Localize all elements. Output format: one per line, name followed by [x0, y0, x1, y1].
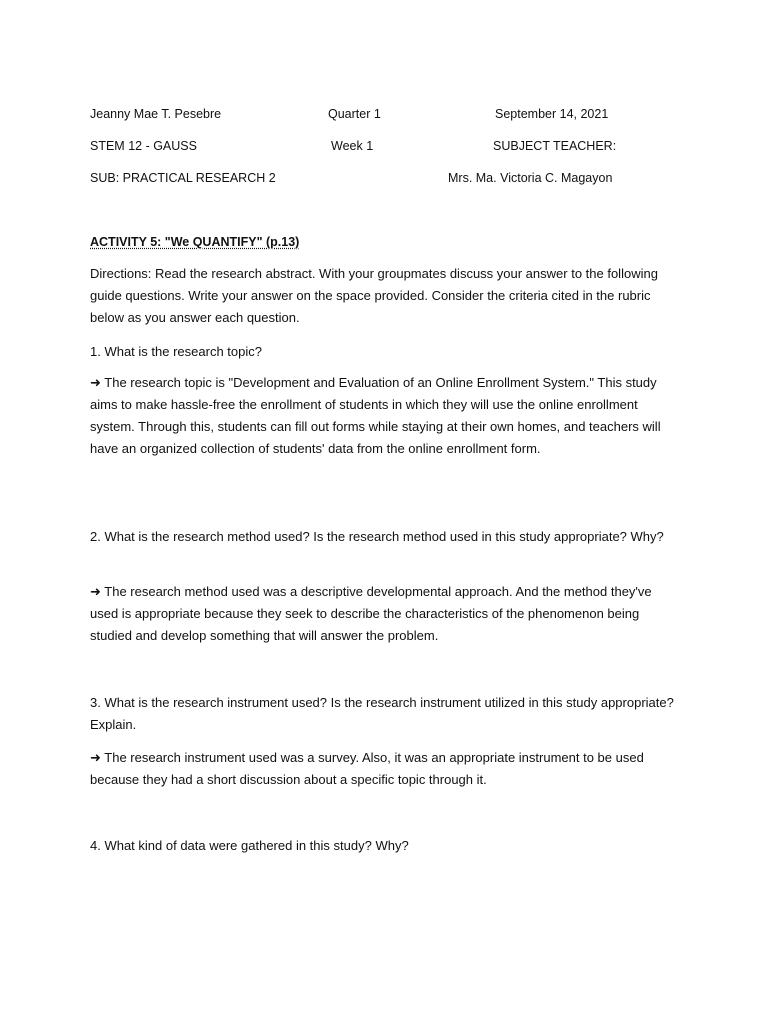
date-label: September 14, 2021	[495, 107, 609, 121]
quarter-label: Quarter 1	[328, 107, 381, 121]
question-2: 2. What is the research method used? Is the research method used in this study appropriate? Why?	[90, 529, 664, 544]
week-label: Week 1	[331, 139, 374, 153]
section-label: STEM 12 - GAUSS	[90, 139, 197, 153]
answer-1: ➜ The research topic is "Development and Evaluation of an Online Enrollment System." This study aims to make hassle-free the enrollment of students in which they will use the online enrollment system. Through this, students can fill out forms while staying at their own homes, and teachers will have an organized collection of students' data from the online enrollment form.	[90, 375, 661, 456]
teacher-name: Mrs. Ma. Victoria C. Magayon	[448, 171, 613, 185]
answer-3: ➜ The research instrument used was a survey. Also, it was an appropriate instrument to be used because they had a short discussion about a specific topic through it.	[90, 750, 644, 787]
subject-teacher-label: SUBJECT TEACHER:	[493, 139, 617, 153]
question-3: 3. What is the research instrument used? Is the research instrument utilized in this study appropriate? Explain.	[90, 695, 674, 732]
answer-2: ➜ The research method used was a descriptive developmental approach. And the method they've used is appropriate because they seek to describe the characteristics of the phenomenon being studied and develop something that will answer the problem.	[90, 584, 652, 643]
subject-label: SUB: PRACTICAL RESEARCH 2	[90, 171, 276, 185]
student-name: Jeanny Mae T. Pesebre	[90, 107, 222, 121]
question-4: 4. What kind of data were gathered in this study? Why?	[90, 838, 409, 853]
activity-title: ACTIVITY 5: "We QUANTIFY" (p.13)	[90, 235, 300, 249]
directions-text: Directions: Read the research abstract. With your groupmates discuss your answer to the following guide questions. Write your answer on the space provided. Consider the criteria cited in the rubric below as you answer each question.	[90, 266, 658, 325]
question-1: 1. What is the research topic?	[90, 344, 262, 359]
